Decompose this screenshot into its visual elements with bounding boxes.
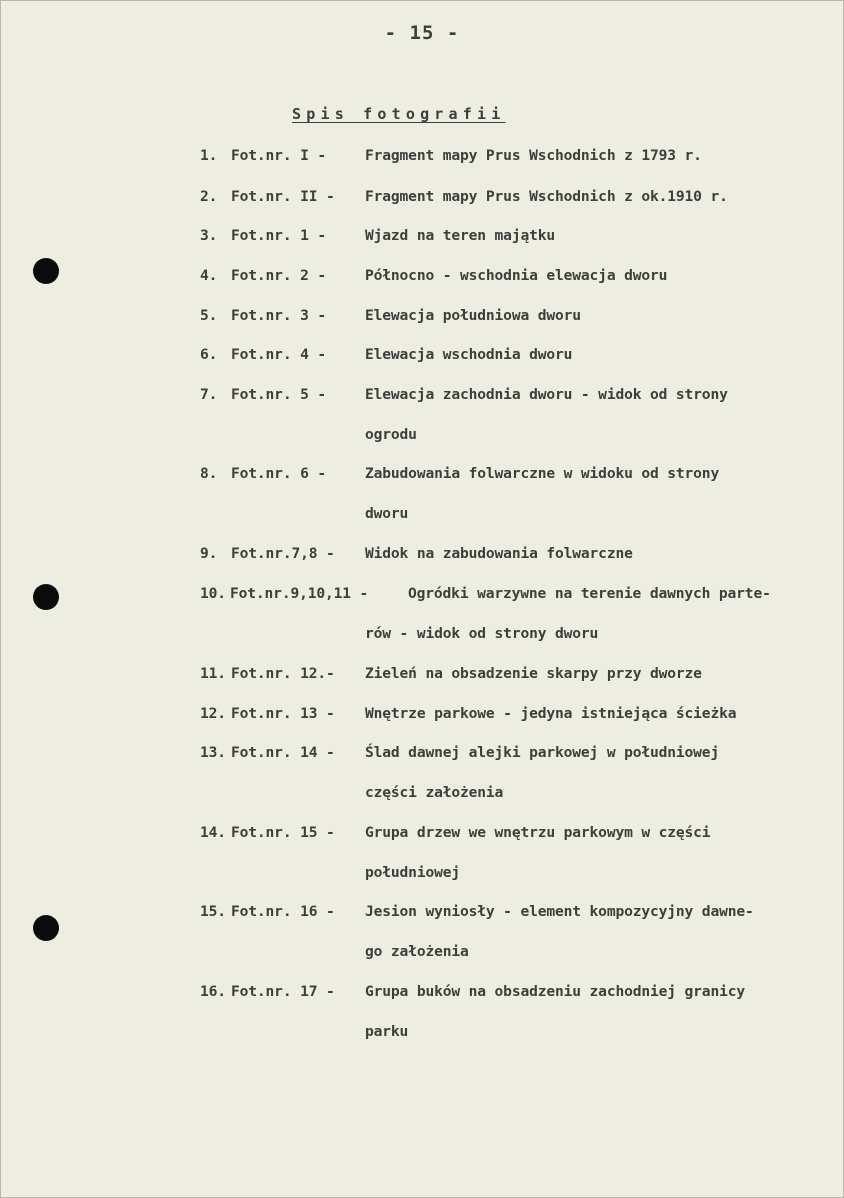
photo-description: Północno - wschodnia elewacja dworu	[365, 267, 668, 284]
entry-number: 13.	[200, 744, 226, 761]
photo-ref: Fot.nr. 15 -	[231, 824, 335, 841]
photo-ref: Fot.nr. 12.-	[231, 665, 335, 682]
photo-description: Fragment mapy Prus Wschodnich z 1793 r.	[365, 147, 702, 164]
photo-description-continued: dworu	[365, 505, 409, 522]
photo-description-continued: parku	[365, 1023, 409, 1040]
entry-number: 4.	[200, 267, 218, 284]
photo-ref: Fot.nr. 4 -	[231, 346, 326, 363]
photo-description-continued: rów - widok od strony dworu	[365, 625, 599, 642]
entry-number: 16.	[200, 983, 226, 1000]
photo-ref: Fot.nr. I -	[231, 147, 326, 164]
entry-number: 7.	[200, 386, 218, 403]
photo-description-continued: południowej	[365, 864, 460, 881]
photo-ref: Fot.nr. II -	[231, 188, 335, 205]
entry-number: 10.	[200, 585, 226, 602]
page-number: - 15 -	[384, 22, 460, 44]
photo-description: Ogródki warzywne na terenie dawnych parte-	[408, 585, 771, 602]
entry-number: 6.	[200, 346, 218, 363]
photo-ref: Fot.nr. 2 -	[231, 267, 326, 284]
photo-description: Fragment mapy Prus Wschodnich z ok.1910 r.	[365, 188, 728, 205]
punch-hole-bottom	[33, 915, 59, 941]
entry-number: 8.	[200, 465, 218, 482]
photo-description: Elewacja wschodnia dworu	[365, 346, 573, 363]
entry-number: 12.	[200, 705, 226, 722]
photo-description: Wnętrze parkowe - jedyna istniejąca ścieżka	[365, 705, 737, 722]
photo-ref: Fot.nr. 3 -	[231, 307, 326, 324]
entry-number: 15.	[200, 903, 226, 920]
photo-description: Grupa buków na obsadzeniu zachodniej granicy	[365, 983, 745, 1000]
entry-number: 3.	[200, 227, 218, 244]
punch-hole-top	[33, 258, 59, 284]
photo-ref: Fot.nr. 16 -	[231, 903, 335, 920]
entry-number: 2.	[200, 188, 218, 205]
entry-number: 14.	[200, 824, 226, 841]
punch-hole-middle	[33, 584, 59, 610]
photo-description: Elewacja południowa dworu	[365, 307, 581, 324]
photo-description: Widok na zabudowania folwarczne	[365, 545, 633, 562]
entry-number: 11.	[200, 665, 226, 682]
photo-description-continued: części założenia	[365, 784, 504, 801]
entry-number: 1.	[200, 147, 218, 164]
photo-description-continued: ogrodu	[365, 426, 417, 443]
photo-description: Zabudowania folwarczne w widoku od strony	[365, 465, 720, 482]
photo-ref: Fot.nr. 13 -	[231, 705, 335, 722]
photo-description: Zieleń na obsadzenie skarpy przy dworze	[365, 665, 702, 682]
photo-ref: Fot.nr. 1 -	[231, 227, 326, 244]
photo-description: Grupa drzew we wnętrzu parkowym w części	[365, 824, 711, 841]
photo-description: Wjazd na teren majątku	[365, 227, 555, 244]
photo-description: Elewacja zachodnia dworu - widok od strony	[365, 386, 728, 403]
page-title: Spis fotografii	[292, 105, 506, 123]
photo-ref: Fot.nr. 5 -	[231, 386, 326, 403]
photo-ref: Fot.nr. 14 -	[231, 744, 335, 761]
photo-ref: Fot.nr. 6 -	[231, 465, 326, 482]
photo-ref: Fot.nr.9,10,11 -	[230, 585, 369, 602]
entry-number: 9.	[200, 545, 218, 562]
photo-ref: Fot.nr. 17 -	[231, 983, 335, 1000]
photo-description-continued: go założenia	[365, 943, 469, 960]
photo-ref: Fot.nr.7,8 -	[231, 545, 335, 562]
photo-description: Ślad dawnej alejki parkowej w południowej	[365, 744, 720, 761]
photo-description: Jesion wyniosły - element kompozycyjny dawne-	[365, 903, 754, 920]
entry-number: 5.	[200, 307, 218, 324]
